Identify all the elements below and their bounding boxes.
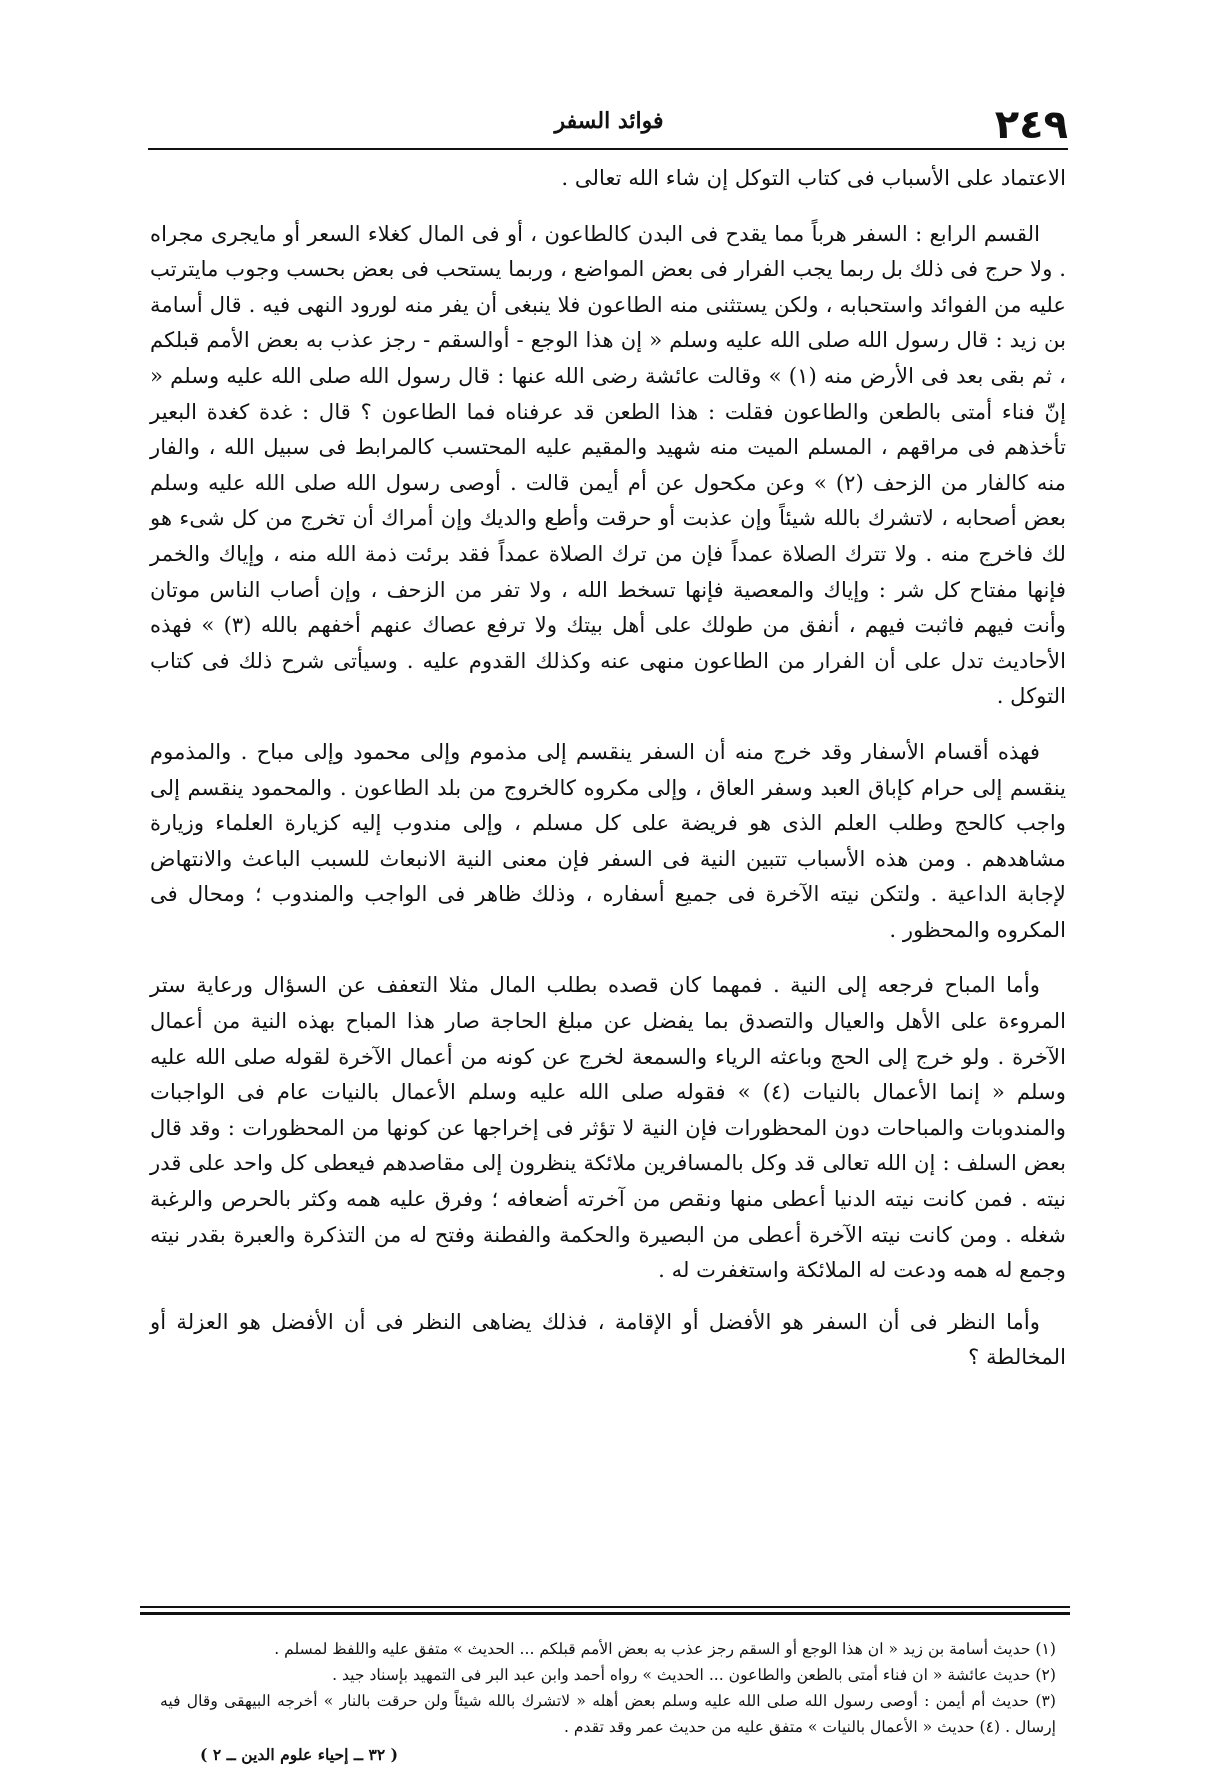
footnote-separator-double <box>140 1612 1070 1615</box>
footnote-3-4: (٣) حديث أم أيمن : أوصى رسول الله صلى الله عليه وسلم بعض أهله « لاتشرك بالله شيئاً ولن حرقت بالنار » أخرجه البيهقى وقال فيه إرسال . (٤) حديث « الأعمال بالنيات » متفق عليه من حديث عمر وقد تقدم . <box>160 1692 1056 1736</box>
page-number: ٢٤٩ <box>994 102 1068 148</box>
main-text <box>150 160 1066 1375</box>
paragraph-permissible-travel: وأما المباح فرجعه إلى النية . فمهما كان قصده بطلب المال مثلا التعفف عن السؤال ورعاية ستر المروءة على الأهل والعيال والتصدق بما يفضل عن مبلغ الحاجة صار هذا المباح بهذه النية من أعمال الآخرة . ولو خرج إلى الحج وباعثه الرياء والسمعة لخرج عن كونه من أعمال الآخرة لقوله صلى الله عليه وسلم « إنما الأعمال بالنيات (٤) » فقوله صلى الله عليه وسلم الأعمال بالنيات عام فى الواجبات والمندوبات والمباحات دون المحظورات فإن النية لا تؤثر فى إخراجها عن كونها من المحظورات : وقد قال بعض السلف : إن الله تعالى قد وكل بالمسافرين ملائكة ينظرون إلى مقاصدهم فيعطى كل واحد على قدر نيته . فمن كانت نيته الدنيا أعطى منها ونقص من آخرته أضعافه ؛ وفرق عليه همه وكثر بالحرص والرغبة شغله . ومن كانت نيته الآخرة أعطى من البصيرة والحكمة والفطنة وفتح له من التذكرة والعبرة بقدر نيته وجمع له همه ودعت له الملائكة واستغفرت له . <box>150 972 1066 1283</box>
paragraph-travel-categories: فهذه أقسام الأسفار وقد خرج منه أن السفر ينقسم إلى مذموم وإلى محمود وإلى مباح . والمذموم ينقسم إلى حرام كإباق العبد وسفر العاق ، وإلى مكروه كالخروج من بلد الطاعون . والمحمود ينقسم إلى واجب كالحج وطلب العلم الذى هو فريضة على كل مسلم ، وإلى مندوب إليه كزيارة العلماء وزيارة مشاهدهم . ومن هذه الأسباب تتبين النية فى السفر فإن معنى النية الانبعاث للسبب الباعث والانتهاض لإجابة الداعية . ولتكن نيته الآخرة فى جميع أسفاره ، وذلك ظاهر فى الواجب والمندوب ؛ ومحال فى المكروه والمحظور . <box>150 738 1066 942</box>
footnote-1: (١) حديث أسامة بن زيد « ان هذا الوجع أو السقم رجز عذب به بعض الأمم قبلكم ... الحديث » متفق عليه واللفظ لمسلم . <box>274 1640 1056 1658</box>
footnote-separator <box>140 1606 1070 1608</box>
paragraph-continuation: الاعتماد على الأسباب فى كتاب التوكل إن شاء الله تعالى . <box>561 165 1066 190</box>
paragraph-fourth-section: القسم الرابع : السفر هرباً مما يقدح فى البدن كالطاعون ، أو فى المال كغلاء السعر أو مايجرى مجراه . ولا حرج فى ذلك بل ربما يجب الفرار فى بعض المواضع ، وربما يستحب فى بعض بحسب وجوب مايترتب عليه من الفوائد واستحبابه ، ولكن يستثنى منه الطاعون فلا ينبغى أن يفر منه لورود النهى فيه . قال أسامة بن زيد : قال رسول الله صلى الله عليه وسلم « إن هذا الوجع - أوالسقم - رجز عذب به بعض الأمم قبلكم ، ثم بقى بعد فى الأرض منه (١) » وقالت عائشة رضى الله عنها : قال رسول الله صلى الله عليه وسلم « إنّ فناء أمتى بالطعن والطاعون فقلت : هذا الطعن قد عرفناه فما الطاعون ؟ قال : غدة كغدة البعير تأخذهم فى مراقهم ، المسلم الميت منه شهيد والمقيم عليه المحتسب كالمرابط فى سبيل الله ، والفار منه كالفار من الزحف (٢) » وعن مكحول عن أم أيمن قالت . أوصى رسول الله صلى الله عليه وسلم بعض أصحابه ، لاتشرك بالله شيئاً وإن عذبت أو حرقت وأطع والديك وإن أمراك أن تخرج من كل شىء هو لك فاخرج منه . ولا تترك الصلاة عمداً فإن من ترك الصلاة عمداً فقد برئت ذمة الله منه ، وإياك والخمر فإنها مفتاح كل شر : وإياك والمعصية فإنها تسخط الله ، ولا تفر من الزحف ، وإن أصاب الناس موتان وأنت فيهم فاثبت فيهم ، أنفق من طولك على أهل بيتك ولا ترفع عصاك عنهم أخفهم بالله (٣) » فهذه الأحاديث تدل على أن الفرار من الطاعون منهى عنه وكذلك القدوم عليه . وسيأتى شرح ذلك فى كتاب التوكل . <box>150 220 1067 709</box>
series-label: ( ٣٢ ــ إحياء علوم الدين ــ ٢ ) <box>200 1745 399 1764</box>
page-header <box>150 102 1068 148</box>
footnotes <box>160 1636 1060 1768</box>
footnote-2: (٢) حديث عائشة « ان فناء أمتى بالطعن والطاعون ... الحديث » رواه أحمد وابن عبد البر فى التمهيد بإسناد جيد . <box>332 1666 1056 1684</box>
running-title: فوائد السفر <box>554 108 664 134</box>
paragraph-travel-vs-residence: وأما النظر فى أن السفر هو الأفضل أو الإقامة ، فذلك يضاهى النظر فى أن الأفضل هو العزلة أو المخالطة ؟ <box>150 1308 1066 1370</box>
header-rule <box>148 148 1068 150</box>
